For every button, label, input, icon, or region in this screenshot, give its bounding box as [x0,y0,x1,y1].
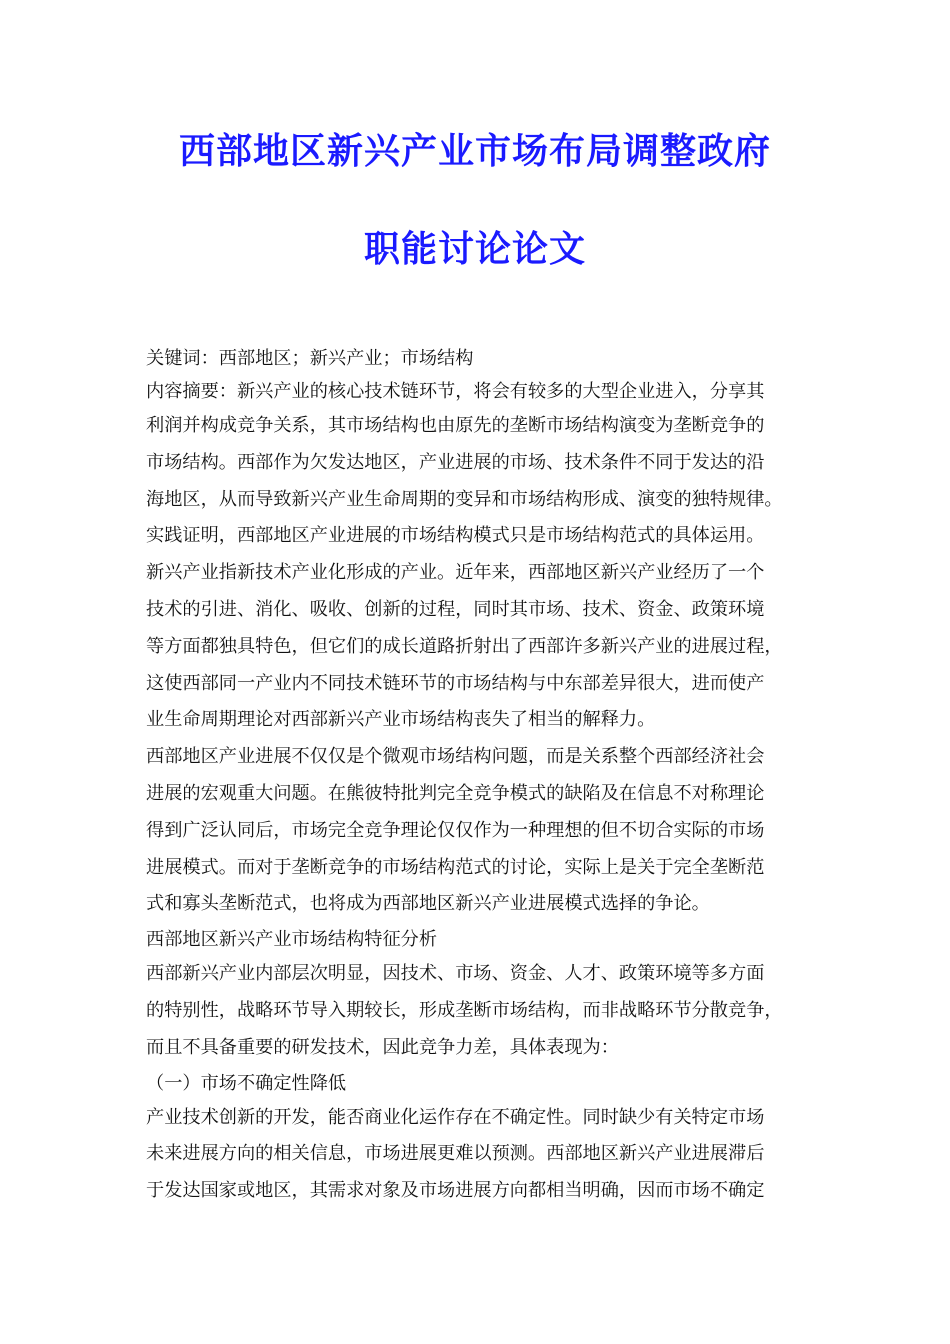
document-title-line-2: 职能讨论论文 [363,229,586,270]
paragraph-line: 的特别性，战略环节导入期较长，形成垄断市场结构，而非战略环节分散竞争， [146,999,783,1021]
paragraph-line: 未来进展方向的相关信息，市场进展更难以预测。西部地区新兴产业进展滞后 [146,1143,765,1165]
abstract-line: 实践证明，西部地区产业进展的市场结构模式只是市场结构范式的具体运用。 [146,525,765,547]
paragraph-line: 得到广泛认同后，市场完全竞争理论仅仅作为一种理想的但不切合实际的市场 [146,819,765,841]
paragraph-line: 技术的引进、消化、吸收、创新的过程，同时其市场、技术、资金、政策环境 [146,598,765,620]
subsection-heading: （一）市场不确定性降低 [146,1072,347,1094]
paragraph-line: 而且不具备重要的研发技术，因此竞争力差，具体表现为： [146,1036,619,1058]
document-title-line-1: 西部地区新兴产业市场布局调整政府 [178,131,771,172]
section-heading: 西部地区新兴产业市场结构特征分析 [146,929,438,951]
paragraph-line: 西部新兴产业内部层次明显，因技术、市场、资金、人才、政策环境等多方面 [146,963,765,985]
keywords-line: 关键词：西部地区；新兴产业；市场结构 [146,348,474,369]
paragraph-line: 新兴产业指新技术产业化形成的产业。近年来，西部地区新兴产业经历了一个 [146,562,765,584]
abstract-line: 海地区，从而导致新兴产业生命周期的变异和市场结构形成、演变的独特规律。 [146,488,783,510]
paragraph-line: 产业技术创新的开发，能否商业化运作存在不确定性。同时缺少有关特定市场 [146,1106,765,1128]
paragraph-line: 进展模式。而对于垄断竞争的市场结构范式的讨论，实际上是关于完全垄断范 [146,856,765,878]
abstract-line: 内容摘要：新兴产业的核心技术链环节，将会有较多的大型企业进入，分享其 [146,381,765,402]
paragraph-line: 西部地区产业进展不仅仅是个微观市场结构问题，而是关系整个西部经济社会 [146,746,765,768]
paragraph-line: 于发达国家或地区，其需求对象及市场进展方向都相当明确，因而市场不确定 [146,1180,765,1202]
paragraph-line: 进展的宏观重大问题。在熊彼特批判完全竞争模式的缺陷及在信息不对称理论 [146,782,765,804]
paragraph-line: 这使西部同一产业内不同技术链环节的市场结构与中东部差异很大，进而使产 [146,672,765,694]
abstract-line: 市场结构。西部作为欠发达地区，产业进展的市场、技术条件不同于发达的沿 [146,451,765,473]
abstract-line: 利润并构成竞争关系，其市场结构也由原先的垄断市场结构演变为垄断竞争的 [146,415,765,436]
paragraph-line: 等方面都独具特色，但它们的成长道路折射出了西部许多新兴产业的进展过程， [146,635,783,657]
paragraph-line: 式和寡头垄断范式，也将成为西部地区新兴产业进展模式选择的争论。 [146,893,710,915]
document-body [146,342,816,1210]
paragraph-line: 业生命周期理论对西部新兴产业市场结构丧失了相当的解释力。 [146,709,656,731]
